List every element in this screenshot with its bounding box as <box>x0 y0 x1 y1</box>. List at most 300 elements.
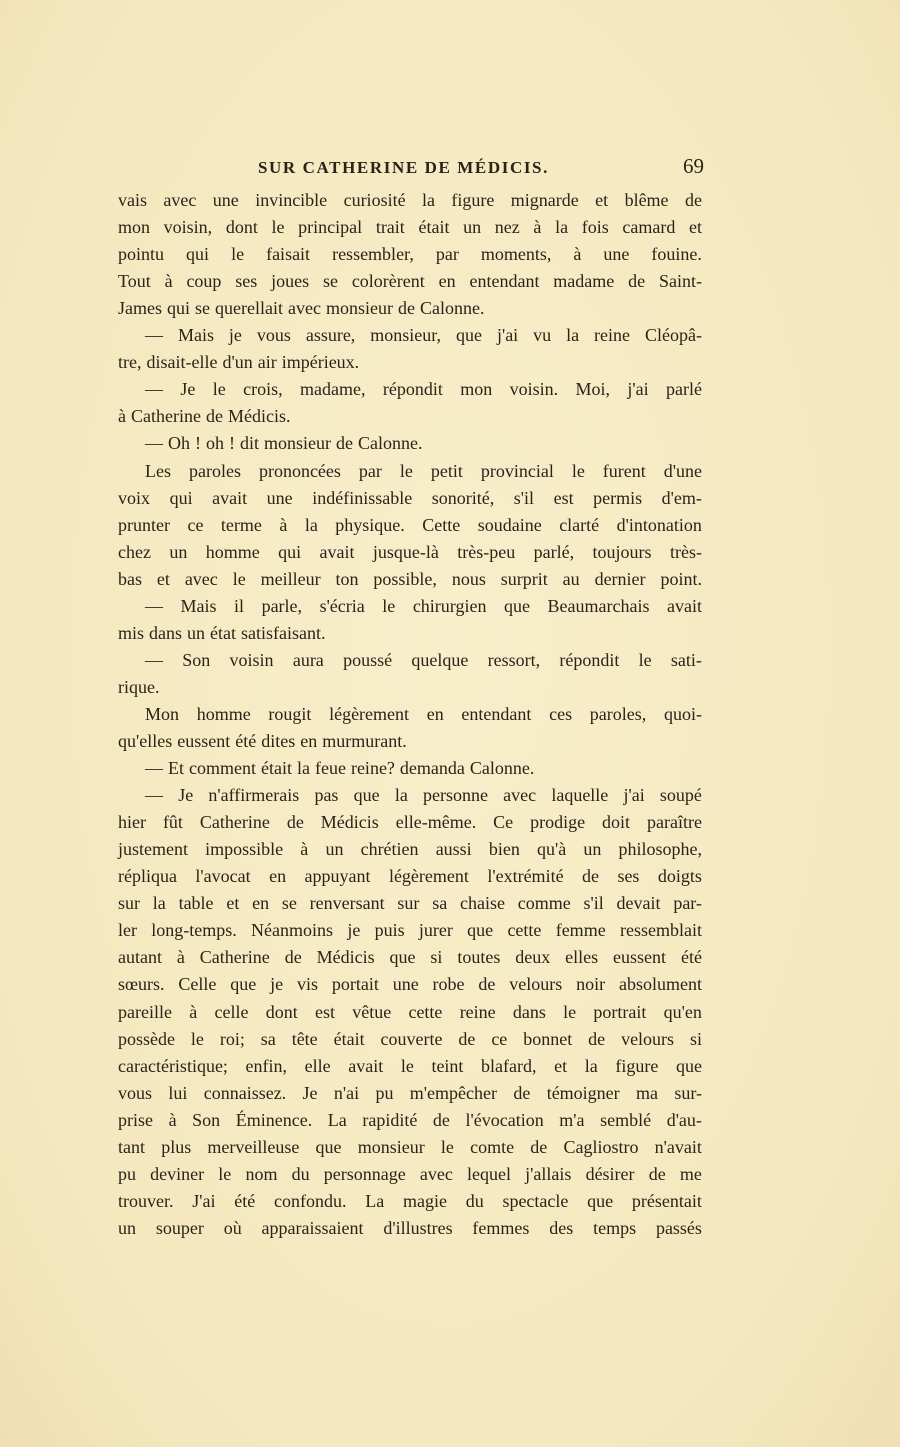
word: ! <box>195 433 201 454</box>
word: hier <box>118 812 146 833</box>
word: femmes <box>472 1217 530 1238</box>
word: présentait <box>631 1190 702 1211</box>
word: avec <box>163 190 197 210</box>
word: doit <box>602 812 631 833</box>
word: très- <box>669 541 702 562</box>
word: s'il <box>513 487 535 508</box>
word: possède <box>118 1028 175 1049</box>
word: tant <box>118 1136 145 1157</box>
word: qui <box>186 244 210 265</box>
word: où <box>223 1217 242 1238</box>
text-line <box>118 539 702 566</box>
text-line <box>118 863 702 890</box>
word: ce <box>491 1028 508 1049</box>
word: indéfinissable <box>312 487 413 508</box>
word: Je <box>178 785 194 806</box>
word: aussi <box>435 839 472 860</box>
word: elle-même. <box>395 812 477 833</box>
text-line <box>118 1107 702 1134</box>
word: homme <box>205 541 260 562</box>
text-line <box>118 1053 702 1080</box>
word: velours <box>621 1028 675 1049</box>
word: figure <box>615 1055 659 1076</box>
text-line <box>118 836 702 863</box>
text-line <box>145 376 702 403</box>
word: de <box>458 1028 476 1049</box>
word: possible, <box>373 568 437 589</box>
text-line <box>145 647 702 674</box>
word: La <box>327 1109 347 1130</box>
text-line <box>145 458 702 485</box>
text-line <box>118 1161 702 1188</box>
word: si <box>689 1028 702 1049</box>
word: ler <box>118 920 137 941</box>
text-line <box>118 349 702 376</box>
word: devait <box>616 893 661 914</box>
word: le <box>232 568 246 589</box>
word: été <box>680 947 702 968</box>
word: j'ai <box>623 785 645 806</box>
word: sur <box>118 893 140 914</box>
word: coup <box>186 271 222 292</box>
word: passés <box>655 1217 702 1238</box>
word: Calonne. <box>419 298 485 319</box>
word: qu'à <box>536 839 567 860</box>
word: terme <box>220 514 262 535</box>
word: en <box>269 866 287 887</box>
word: était <box>333 1028 365 1049</box>
text-line <box>118 295 702 322</box>
word: et <box>226 893 240 914</box>
text-line <box>118 241 702 268</box>
word: permis <box>593 487 643 508</box>
word: la <box>555 217 569 238</box>
word: l'extrémité <box>487 866 564 887</box>
word: surprit <box>500 568 548 589</box>
word: lequel <box>467 1163 512 1184</box>
word: spectacle <box>502 1190 569 1211</box>
word: prodige <box>530 812 586 833</box>
word: paraître <box>647 812 702 833</box>
word: d'un <box>222 352 253 373</box>
word: pu <box>375 1082 394 1103</box>
word: que <box>230 974 257 995</box>
word: velours <box>509 974 563 995</box>
word: absolument <box>618 974 702 995</box>
word: Cette <box>422 514 461 535</box>
text-line <box>118 1215 702 1242</box>
word: aura <box>292 649 324 670</box>
word: disait-elle <box>146 352 218 373</box>
text-line <box>118 1188 702 1215</box>
word: de <box>397 298 415 319</box>
page-number: 69 <box>683 154 704 178</box>
word: madame <box>553 271 615 292</box>
word: se <box>195 298 211 319</box>
word: tête <box>291 1028 318 1049</box>
word: pas <box>314 785 339 806</box>
word: parle, <box>261 595 303 616</box>
word: impérieux. <box>281 352 360 373</box>
word: ressembler, <box>332 244 414 265</box>
word: murmurant. <box>322 731 407 751</box>
word: madame, <box>300 379 366 400</box>
word: vis <box>296 974 318 995</box>
word: avec <box>287 298 321 319</box>
word: Son <box>182 649 211 670</box>
word: de <box>648 1163 666 1184</box>
word: d'intonation <box>616 514 702 535</box>
word: à <box>533 217 542 238</box>
word: je <box>270 974 284 995</box>
word: quelque <box>411 649 469 670</box>
word: est <box>314 1001 335 1022</box>
word: figure <box>451 190 495 210</box>
word: dites <box>261 731 296 751</box>
word: deviner <box>150 1163 205 1184</box>
text-line <box>118 268 702 295</box>
word: monsieur <box>264 433 332 454</box>
word: Mon <box>145 703 180 724</box>
word: de <box>530 1136 548 1157</box>
word: état <box>210 622 236 643</box>
word: un <box>118 1217 136 1238</box>
word: au <box>562 568 580 589</box>
word: de <box>582 866 599 887</box>
word: vous <box>256 325 291 346</box>
word: jusque-là <box>372 541 439 562</box>
word: furent <box>602 460 646 481</box>
word: eussent <box>177 731 231 751</box>
word: mon <box>460 379 493 400</box>
word: il <box>234 595 245 616</box>
word: sati- <box>670 649 702 670</box>
word: de <box>478 974 496 995</box>
word: dernier <box>594 568 646 589</box>
word: invincible <box>255 190 328 210</box>
word: sonorité, <box>431 487 495 508</box>
word: physique. <box>335 514 405 535</box>
text-line <box>118 620 702 647</box>
text-line <box>118 187 702 214</box>
word: la <box>566 325 580 346</box>
word: vais <box>118 190 147 210</box>
word: que <box>587 1190 614 1211</box>
word: la <box>296 758 310 779</box>
text-line <box>118 512 702 539</box>
word: s'écria <box>319 595 365 616</box>
word: chaise <box>459 893 505 914</box>
word: m'empêcher <box>409 1082 497 1103</box>
text-line <box>145 593 702 620</box>
word: le <box>638 649 652 670</box>
text-line <box>118 728 702 755</box>
word: ma <box>636 1082 659 1103</box>
word: sa <box>432 893 448 914</box>
word: la <box>304 514 318 535</box>
word: renversant <box>309 893 385 914</box>
word: homme <box>196 703 251 724</box>
word: prunter <box>118 514 170 535</box>
word: le <box>571 460 585 481</box>
word: très-peu <box>457 541 516 562</box>
word: le <box>231 244 245 265</box>
word: ce <box>187 514 204 535</box>
word: était <box>260 758 292 779</box>
word: dit <box>240 433 260 454</box>
word: d'illustres <box>383 1217 453 1238</box>
word: demanda <box>399 758 465 779</box>
word: air <box>257 352 277 373</box>
word: avait <box>348 1055 384 1076</box>
word: entendant <box>461 703 532 724</box>
word: tre, <box>118 352 142 373</box>
word: nous <box>451 568 486 589</box>
word: la <box>584 1055 598 1076</box>
word: joues <box>271 271 310 292</box>
word: quoi- <box>663 703 702 724</box>
word: été <box>234 1190 256 1211</box>
text-line <box>118 1134 702 1161</box>
word: monsieur <box>357 1136 425 1157</box>
word: répondit <box>382 379 443 400</box>
word: faisait <box>266 244 311 265</box>
word: le <box>440 1136 454 1157</box>
word: témoigner <box>546 1082 620 1103</box>
word: ressort, <box>487 649 541 670</box>
word: meilleur <box>260 568 321 589</box>
word: oh <box>206 433 224 454</box>
word: monsieur, <box>370 325 442 346</box>
word: de <box>205 406 223 427</box>
word: souper <box>155 1217 204 1238</box>
word: Cagliostro <box>563 1136 639 1157</box>
word: un <box>169 541 188 562</box>
word: d'une <box>663 460 702 481</box>
word: de <box>336 433 354 454</box>
text-line <box>145 322 702 349</box>
word: James <box>118 298 162 319</box>
word: désirer <box>585 1163 635 1184</box>
word: Son <box>192 1109 221 1130</box>
word: répondit <box>559 649 620 670</box>
word: Mais <box>177 325 214 346</box>
word: à <box>176 947 185 968</box>
word: qu'en <box>663 1001 702 1022</box>
word: connaissez. <box>203 1082 287 1103</box>
word: soudaine <box>477 514 542 535</box>
word: J'ai <box>192 1190 216 1211</box>
word: Néanmoins <box>251 920 334 941</box>
word: j'ai <box>496 325 519 346</box>
text-line <box>118 1026 702 1053</box>
word: plus <box>161 1136 192 1157</box>
word: couverte <box>380 1028 443 1049</box>
word: trouver. <box>118 1190 174 1211</box>
word: cette <box>507 920 542 941</box>
word: Catherine <box>131 406 201 427</box>
word: avait <box>666 595 702 616</box>
word: était <box>418 217 450 238</box>
word: Médicis <box>316 947 375 968</box>
word: doigts <box>657 866 702 887</box>
word: sa <box>260 1028 276 1049</box>
page-header <box>118 154 704 184</box>
word: confondu. <box>273 1190 347 1211</box>
word: paroles <box>188 460 241 481</box>
text-line <box>118 566 702 593</box>
word: table <box>178 893 214 914</box>
word: chez <box>118 541 151 562</box>
word: parlé <box>666 379 702 400</box>
word: sœurs. <box>118 974 165 995</box>
word: qui <box>167 298 191 319</box>
word: elle <box>304 1055 331 1076</box>
word: blême <box>624 190 669 210</box>
word: ces <box>549 703 573 724</box>
word: prononcées <box>258 460 341 481</box>
text-line <box>118 403 702 430</box>
word: dont <box>265 1001 298 1022</box>
word: point. <box>660 568 702 589</box>
word: ses <box>617 866 640 887</box>
word: puis <box>374 920 405 941</box>
word: en <box>300 731 318 751</box>
word: voisin, <box>163 217 213 238</box>
word: mis <box>118 622 145 643</box>
word: Oh <box>168 433 190 454</box>
word: assure, <box>305 325 356 346</box>
word: petit <box>430 460 463 481</box>
word: robe <box>432 974 465 995</box>
text-line <box>118 890 702 917</box>
text-line <box>118 917 702 944</box>
word: — <box>145 595 163 616</box>
word: un <box>325 839 344 860</box>
word: de <box>432 1109 450 1130</box>
word: — <box>145 649 163 670</box>
word: pointu <box>118 244 165 265</box>
word: — <box>145 433 163 454</box>
word: personnage <box>323 1163 406 1184</box>
word: me <box>679 1163 702 1184</box>
word: une <box>266 487 293 508</box>
word: rapidité <box>362 1109 418 1130</box>
word: que <box>456 325 482 346</box>
word: la <box>421 190 435 210</box>
word: l'évocation <box>465 1109 544 1130</box>
word: de <box>286 812 304 833</box>
word: à <box>300 839 309 860</box>
word: jurer <box>418 920 453 941</box>
word: je <box>347 920 361 941</box>
word: m'a <box>559 1109 585 1130</box>
text-line <box>118 674 702 701</box>
word: trait <box>375 217 405 238</box>
text-line <box>118 809 702 836</box>
word: querellait <box>215 298 283 319</box>
word: celle <box>214 1001 249 1022</box>
word: des <box>549 1217 574 1238</box>
word: Et <box>168 758 184 779</box>
word: rique. <box>118 676 160 697</box>
word: — <box>145 379 163 400</box>
word: cette <box>408 1001 443 1022</box>
word: qu'elles <box>118 731 173 751</box>
word: dans <box>512 1001 546 1022</box>
word: feue <box>314 758 346 779</box>
word: portrait <box>593 1001 647 1022</box>
text-line <box>118 1080 702 1107</box>
word: de <box>513 1082 531 1103</box>
word: la <box>152 893 166 914</box>
word: à <box>164 271 173 292</box>
word: un <box>583 839 602 860</box>
word: comme <box>517 893 571 914</box>
word: justement <box>118 839 188 860</box>
word: colorèrent <box>351 271 425 292</box>
word: que <box>389 947 416 968</box>
word: du <box>465 1190 484 1211</box>
word: que <box>353 785 380 806</box>
text-line <box>118 485 702 512</box>
word: la <box>394 785 408 806</box>
word: semblé <box>600 1109 652 1130</box>
word: le <box>400 1055 414 1076</box>
word: lui <box>168 1082 188 1103</box>
word: chrétien <box>360 839 419 860</box>
text-line <box>118 999 702 1026</box>
word: fouine. <box>651 244 702 265</box>
word: de <box>684 190 702 210</box>
word: eussent <box>613 947 667 968</box>
word: Catherine <box>199 947 270 968</box>
word: Celle <box>178 974 217 995</box>
word: laquelle <box>551 785 609 806</box>
word: Les <box>145 460 171 481</box>
word: monsieur <box>325 298 393 319</box>
word: si <box>430 947 443 968</box>
word: blafard, <box>481 1055 537 1076</box>
word: — <box>145 785 163 806</box>
word: portait <box>331 974 379 995</box>
word: pu <box>118 1163 136 1184</box>
word: un <box>187 622 206 643</box>
word: en <box>252 893 270 914</box>
word: Médicis. <box>227 406 291 427</box>
text-line <box>118 971 702 998</box>
word: l'avocat <box>195 866 251 887</box>
word: à <box>189 1001 198 1022</box>
word: mon <box>118 217 151 238</box>
word: fût <box>162 812 183 833</box>
word: vêtue <box>352 1001 392 1022</box>
word: voisin <box>229 649 274 670</box>
word: sur <box>397 893 420 914</box>
word: Mais <box>180 595 217 616</box>
word: légèrement <box>329 703 410 724</box>
word: nom <box>245 1163 278 1184</box>
word: Saint- <box>658 271 702 292</box>
word: à <box>168 1109 177 1130</box>
word: rougit <box>268 703 312 724</box>
word: personne <box>423 785 488 806</box>
word: roi; <box>219 1028 245 1049</box>
word: le <box>399 460 413 481</box>
word: de <box>588 1028 606 1049</box>
word: pareille <box>118 1001 172 1022</box>
word: en <box>438 271 456 292</box>
